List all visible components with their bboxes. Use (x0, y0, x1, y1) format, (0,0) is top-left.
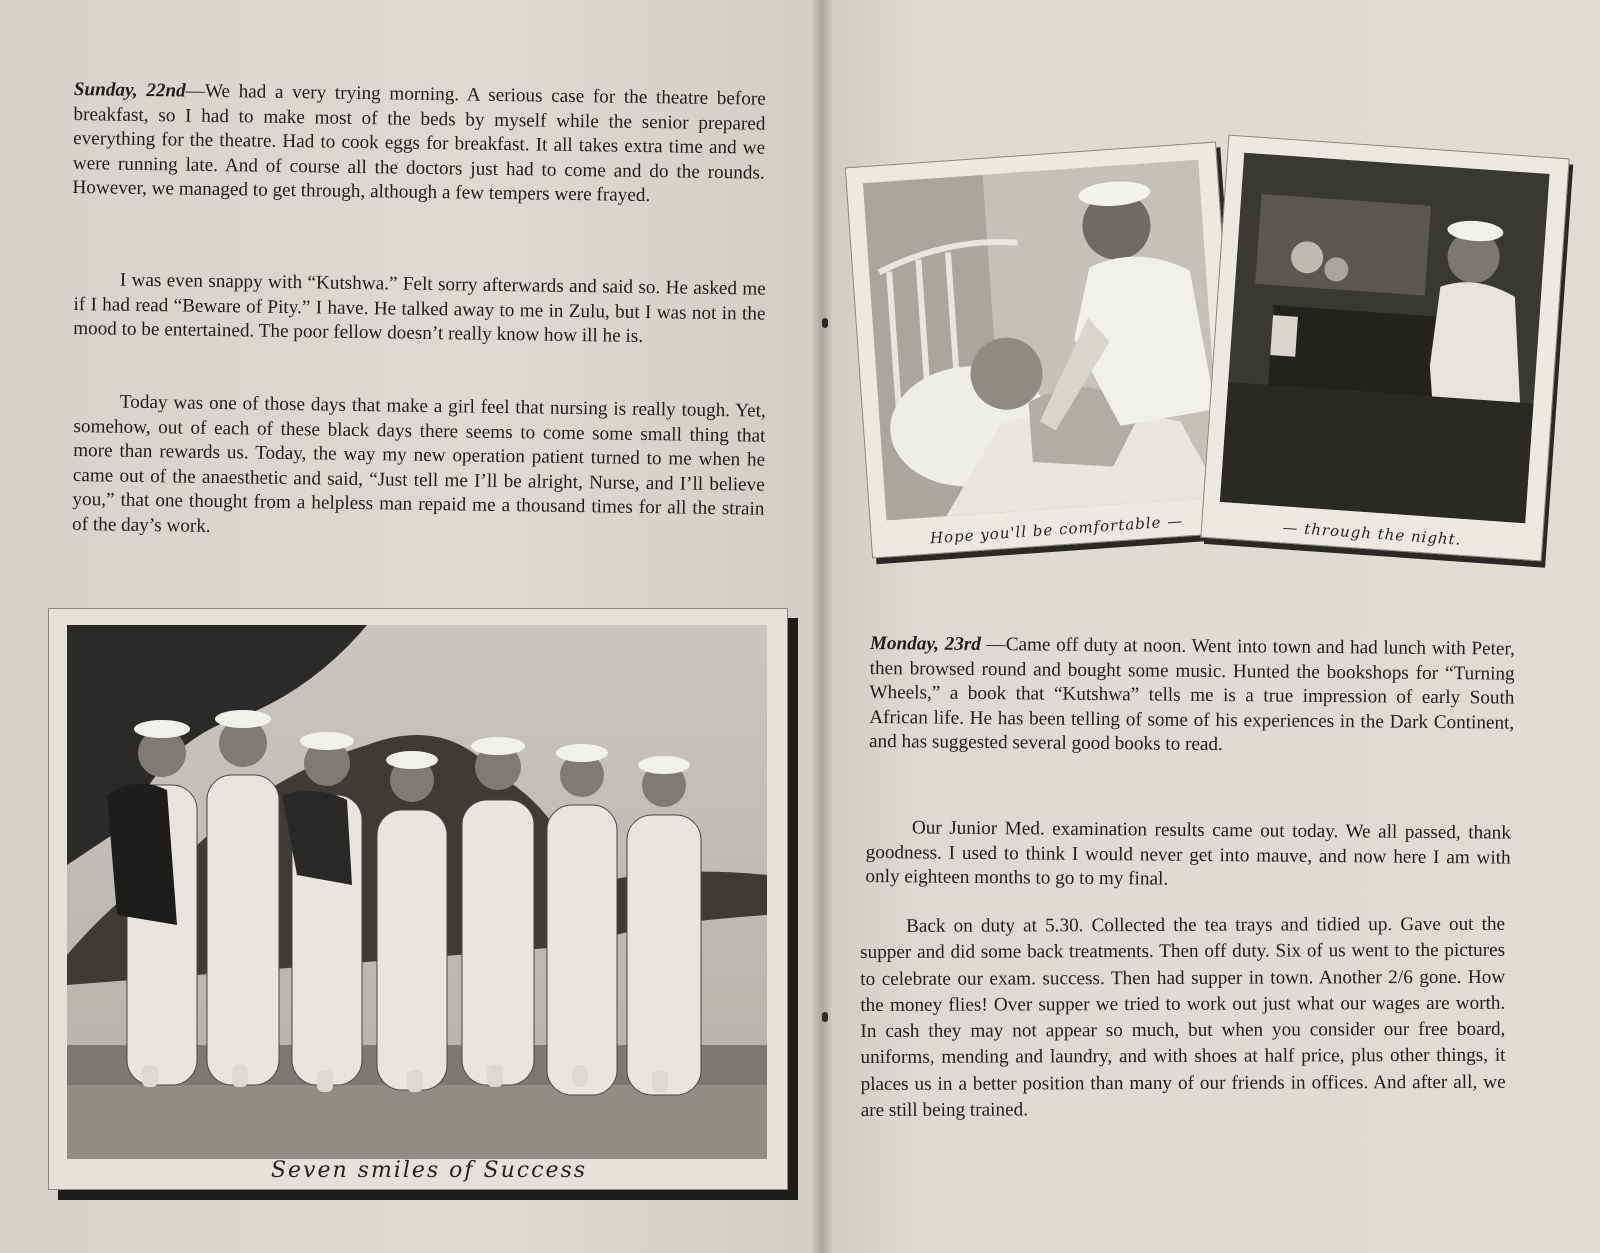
paragraph-text: —We had a very trying morning. A serious case for the theatre before breakfast, so I had to make most of the beds by myself while the senior prepared everything for the theatre. Had to cook eggs for breakfast. It all takes extra time and we were running late. And of course all the doctors just had to come and do the rounds. However, we managed to get through, although a few tempers were frayed. (72, 80, 766, 207)
group-photo-caption: Seven smiles of Success (270, 1158, 588, 1183)
monday-entry-paragraph-1 (869, 632, 1515, 760)
photo-caption-left: Hope you'll be comfortable — (929, 511, 1184, 548)
group-photo-nurses (67, 625, 767, 1159)
photo-nurse-at-night-image (1220, 153, 1550, 523)
group-photo-image (67, 625, 767, 1159)
sunday-date-heading: Sunday, 22nd (73, 78, 186, 102)
sunday-entry-paragraph-1 (72, 78, 766, 210)
photo-nurse-with-patient-image (863, 160, 1222, 521)
photo-nurse-at-night (1200, 135, 1569, 562)
sunday-entry-paragraph-3: Today was one of those days that make a girl feel that nursing is really tough. Yet, somehow, out of each of these black days there seems to come some small thing that more than rewards us. Today, the way my new operation patient turned to me when he came out of the anaesthetic and said, “Just tell me I’ll be alright, Nurse, and I’ll believe you,” that one thought from a helpless man repaid me a thousand times for all the strain of the day’s work. (71, 391, 766, 537)
photo-nurse-with-patient (845, 142, 1243, 559)
binding-staple (822, 1012, 828, 1022)
book-gutter (812, 0, 832, 1253)
monday-date-heading: Monday, 23rd (869, 632, 982, 655)
binding-staple (822, 318, 828, 328)
photo-caption-right: — through the night. (1282, 518, 1463, 549)
monday-entry-paragraph-2: Our Junior Med. examination results came out today. We all passed, thank goodness. I used to think I would never get into mauve, and now here I am with only eighteen months to go to my final. (865, 817, 1511, 890)
group-photo-frame (48, 608, 788, 1190)
monday-entry-paragraph-3: Back on duty at 5.30. Collected the tea trays and tidied up. Gave out the supper and did some back treatments. Then off duty. Six of us went to the pictures to celebrate our exam. success. Then had supper in town. Another 2/6 gone. How the money flies! Over supper we tried to work out just what our wages are worth. In cash they may not appear so much, but when you consider our free board, uniforms, mending and laundry, and with shoes at half price, plus other things, it places us in a better position than many of our friends in offices. And after all, we are still being trained. (860, 913, 1506, 1122)
sunday-entry-paragraph-2: I was even snappy with “Kutshwa.” Felt sorry afterwards and said so. He asked me if I had read “Beware of Pity.” I have. He talked away to me in Zulu, but I was not in the mood to be entertained. The poor fellow doesn’t really know how ill he is. (73, 269, 766, 347)
paragraph-text: —Came off duty at noon. Went into town and had lunch with Peter, then browsed round and bought some music. Hunted the bookshops for “Turning Wheels,” a book that “Kutshwa” tells me is a true impression of early South African life. He has been telling of some of his experiences in the Dark Continent, and has suggested several good books to read. (868, 633, 1515, 756)
